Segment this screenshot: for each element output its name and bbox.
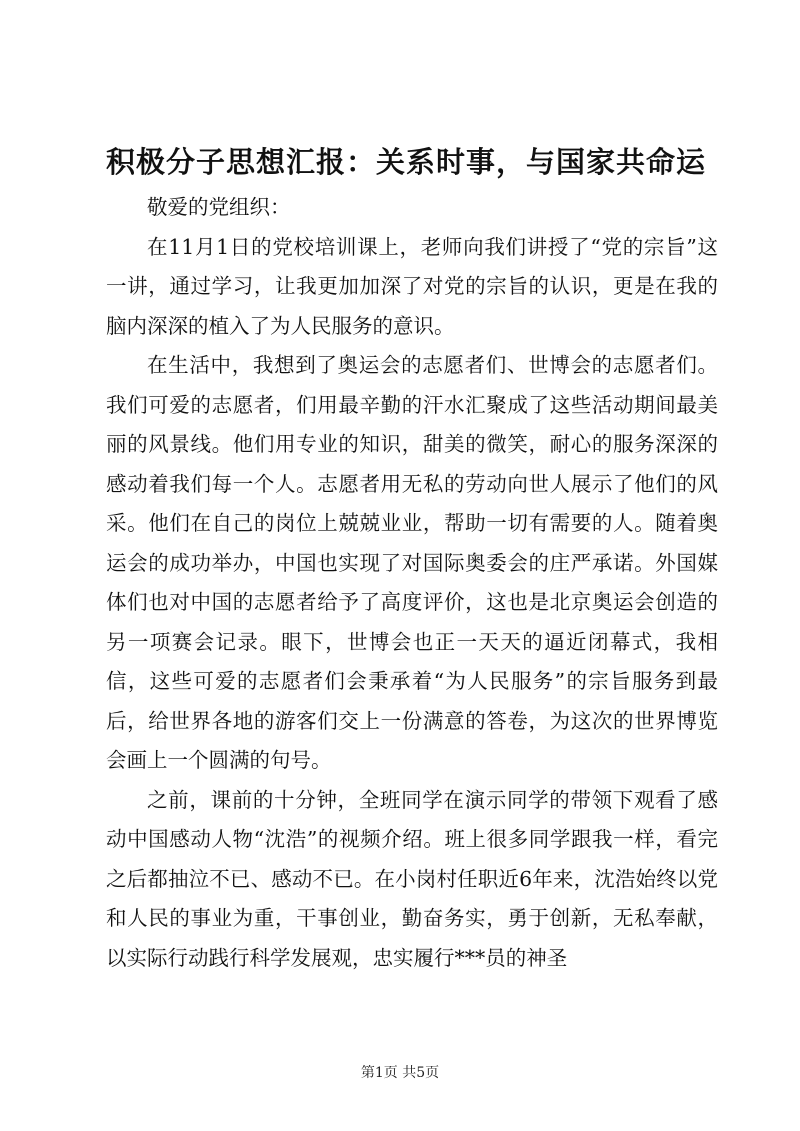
page-footer	[0, 1063, 800, 1083]
page-indicator: 第1页 共5页	[360, 1065, 440, 1081]
document-title: 积极分子思想汇报：关系时事，与国家共命运	[106, 145, 707, 179]
paragraph-3: 之前，课前的十分钟，全班同学在演示同学的带领下观看了感动中国感动人物“沈浩”的视频介绍。班上很多同学跟我一样，看完之后都抽泣不已、感动不已。在小岗村任职近6年来，沈浩始终以党和人民的事业为重，干事创业，勤奋务实，勇于创新，无私奉献，以实际行动践行科学发展观，忠实履行***员的神圣	[106, 787, 718, 970]
paragraph-1: 在11月1日的党校培训课上，老师向我们讲授了“党的宗旨”这一讲，通过学习，让我更加加深了对党的宗旨的认识，更是在我的脑内深深的植入了为人民服务的意识。	[106, 234, 718, 338]
document-body	[106, 188, 718, 978]
salutation: 敬爱的党组织：	[147, 195, 291, 219]
paragraph-2: 在生活中，我想到了奥运会的志愿者们、世博会的志愿者们。我们可爱的志愿者，们用最辛勤的汗水汇聚成了这些活动期间最美丽的风景线。他们用专业的知识，甜美的微笑，耐心的服务深深的感动着我们每一个人。志愿者用无私的劳动向世人展示了他们的风采。他们在自己的岗位上兢兢业业，帮助一切有需要的人。随着奥运会的成功举办，中国也实现了对国际奥委会的庄严承诺。外国媒体们也对中国的志愿者给予了高度评价，这也是北京奥运会创造的另一项赛会记录。眼下，世博会也正一天天的逼近闭幕式，我相信，这些可爱的志愿者们会秉承着“为人民服务”的宗旨服务到最后，给世界各地的游客们交上一份满意的答卷，为这次的世界博览会画上一个圆满的句号。	[106, 353, 718, 772]
